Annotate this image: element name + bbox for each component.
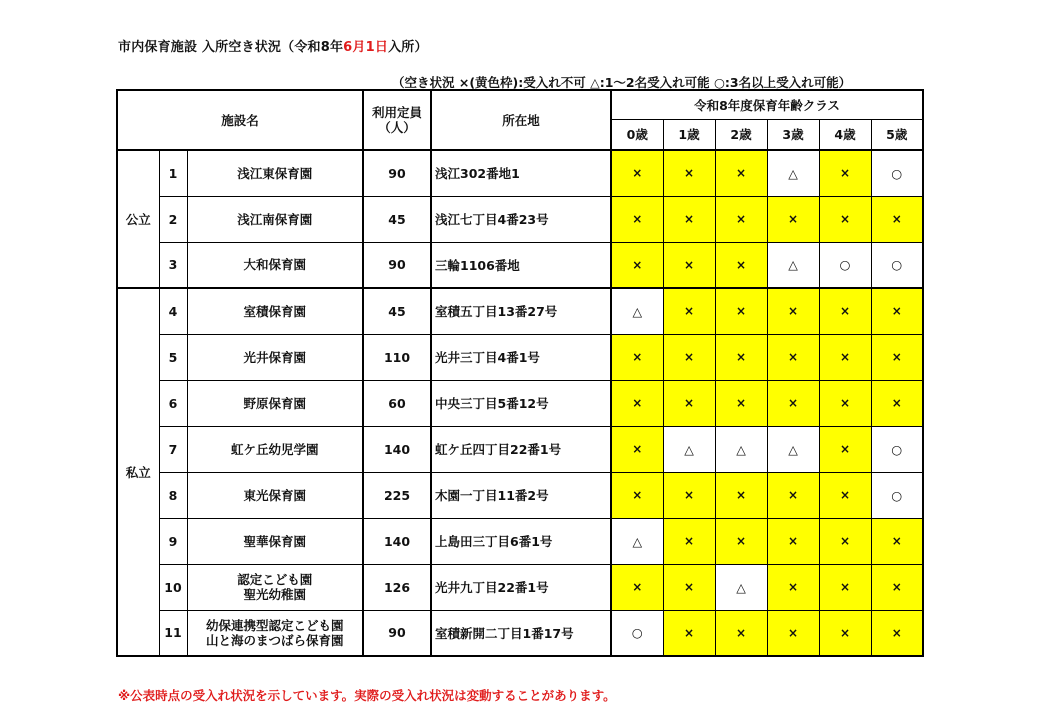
availability-cell: ○	[871, 426, 923, 472]
row-number: 8	[159, 472, 187, 518]
availability-cell: ×	[819, 150, 871, 196]
row-number: 1	[159, 150, 187, 196]
availability-cell: ○	[819, 242, 871, 288]
title-suffix: 入所）	[388, 40, 428, 55]
facility-name	[187, 196, 363, 242]
table-row	[117, 610, 923, 656]
address-value: 上島田三丁目6番1号	[431, 518, 611, 564]
facility-name	[187, 334, 363, 380]
availability-cell: ×	[715, 518, 767, 564]
availability-cell: ×	[715, 472, 767, 518]
row-number: 11	[159, 610, 187, 656]
availability-cell: ×	[871, 334, 923, 380]
availability-cell: ×	[611, 472, 663, 518]
availability-cell: ×	[819, 564, 871, 610]
capacity-value: 140	[363, 426, 431, 472]
availability-cell: ×	[871, 288, 923, 334]
availability-cell: ×	[871, 564, 923, 610]
address-value: 光井九丁目22番1号	[431, 564, 611, 610]
availability-cell: ×	[715, 150, 767, 196]
header-age-4: 4歳	[819, 119, 871, 150]
facility-name-line1: 東光保育園	[243, 487, 306, 503]
availability-cell: ×	[767, 472, 819, 518]
facility-name-line1: 幼保連携型認定こども園	[205, 617, 344, 633]
availability-cell: ×	[611, 426, 663, 472]
availability-cell: ×	[611, 564, 663, 610]
availability-cell: ×	[819, 426, 871, 472]
availability-cell: ×	[611, 380, 663, 426]
header-capacity	[363, 90, 431, 150]
header-address: 所在地	[431, 90, 611, 150]
availability-cell: ×	[819, 288, 871, 334]
facility-name-line1: 室積保育園	[243, 303, 306, 319]
capacity-value: 110	[363, 334, 431, 380]
status-legend: （空き状況 ×(黄色枠):受入れ不可 △:1～2名受入れ可能 ○:3名以上受入れ可能）	[392, 75, 852, 90]
availability-cell: ×	[663, 380, 715, 426]
availability-cell: ×	[663, 196, 715, 242]
availability-cell: ×	[819, 472, 871, 518]
disclaimer-note: ※公表時点の受入れ状況を示しています。実際の受入れ状況は変動することがあります。	[118, 688, 616, 703]
availability-cell: ×	[871, 196, 923, 242]
availability-cell: ×	[715, 242, 767, 288]
availability-cell: ×	[819, 334, 871, 380]
availability-cell: ×	[663, 334, 715, 380]
capacity-value: 90	[363, 610, 431, 656]
capacity-value: 90	[363, 150, 431, 196]
availability-cell: ×	[663, 564, 715, 610]
availability-cell: ×	[611, 196, 663, 242]
facility-name	[187, 380, 363, 426]
address-value: 光井三丁目4番1号	[431, 334, 611, 380]
facility-name-line1: 認定こども園	[237, 572, 313, 587]
availability-cell: ○	[611, 610, 663, 656]
capacity-value: 126	[363, 564, 431, 610]
facility-name-line1: 野原保育園	[243, 395, 306, 411]
row-number: 7	[159, 426, 187, 472]
group-label: 私立	[117, 288, 159, 656]
availability-cell: △	[767, 150, 819, 196]
capacity-value: 225	[363, 472, 431, 518]
availability-cell: ×	[819, 610, 871, 656]
availability-cell: ×	[715, 334, 767, 380]
availability-cell: △	[715, 426, 767, 472]
row-number: 6	[159, 380, 187, 426]
facility-name-line2: 山と海のまつばら保育園	[205, 632, 344, 648]
capacity-value: 45	[363, 288, 431, 334]
facility-name-line1: 大和保育園	[243, 257, 306, 273]
row-number: 3	[159, 242, 187, 288]
header-age-0: 0歳	[611, 119, 663, 150]
table-row	[117, 150, 923, 196]
availability-cell: ×	[663, 242, 715, 288]
row-number: 4	[159, 288, 187, 334]
title-date-highlight: 6月1日	[343, 40, 389, 55]
facility-name	[187, 150, 363, 196]
availability-cell: ×	[767, 564, 819, 610]
table-row	[117, 426, 923, 472]
header-age-3: 3歳	[767, 119, 819, 150]
availability-cell: ×	[715, 610, 767, 656]
table-row	[117, 564, 923, 610]
address-value: 浅江七丁目4番23号	[431, 196, 611, 242]
row-number: 2	[159, 196, 187, 242]
address-value: 三輪1106番地	[431, 242, 611, 288]
availability-cell: △	[611, 288, 663, 334]
availability-cell: ×	[871, 518, 923, 564]
availability-cell: ×	[767, 380, 819, 426]
availability-cell: ×	[871, 380, 923, 426]
table-row	[117, 380, 923, 426]
facility-name	[187, 610, 363, 656]
facility-name	[187, 472, 363, 518]
header-capacity-label: 利用定員	[371, 105, 422, 120]
availability-cell: ×	[715, 288, 767, 334]
table-row	[117, 242, 923, 288]
address-value: 室積新開二丁目1番17号	[431, 610, 611, 656]
facility-name-line1: 光井保育園	[243, 349, 306, 365]
facility-name-line1: 虹ケ丘幼児学園	[230, 441, 319, 457]
availability-cell: ×	[663, 472, 715, 518]
capacity-value: 140	[363, 518, 431, 564]
address-value: 室積五丁目13番27号	[431, 288, 611, 334]
title-prefix: 市内保育施設 入所空き状況（令和8年	[118, 40, 344, 55]
facility-name	[187, 564, 363, 610]
facility-name-line1: 浅江南保育園	[237, 211, 313, 227]
facility-name	[187, 242, 363, 288]
page-title	[118, 36, 428, 55]
availability-cell: ×	[663, 150, 715, 196]
row-number: 9	[159, 518, 187, 564]
availability-cell: ×	[767, 610, 819, 656]
facility-name-line2: 聖光幼稚園	[243, 587, 306, 602]
header-age-group: 令和8年度保育年齢クラス	[611, 90, 923, 119]
availability-cell: ×	[663, 288, 715, 334]
availability-cell: ×	[767, 334, 819, 380]
availability-cell: ×	[767, 288, 819, 334]
availability-cell: ×	[663, 610, 715, 656]
header-age-5: 5歳	[871, 119, 923, 150]
table-row	[117, 334, 923, 380]
address-value: 木園一丁目11番2号	[431, 472, 611, 518]
availability-cell: ×	[611, 242, 663, 288]
availability-cell: ×	[819, 518, 871, 564]
availability-cell: △	[767, 242, 819, 288]
availability-cell: ×	[819, 380, 871, 426]
facility-name	[187, 518, 363, 564]
availability-cell: ×	[715, 380, 767, 426]
availability-cell: △	[611, 518, 663, 564]
availability-cell: ×	[819, 196, 871, 242]
facility-name	[187, 426, 363, 472]
address-value: 浅江302番地1	[431, 150, 611, 196]
availability-cell: ○	[871, 150, 923, 196]
availability-cell: ×	[767, 196, 819, 242]
availability-cell: △	[663, 426, 715, 472]
facility-name	[187, 288, 363, 334]
group-label: 公立	[117, 150, 159, 288]
table-row	[117, 196, 923, 242]
availability-cell: △	[715, 564, 767, 610]
facility-name-line1: 浅江東保育園	[237, 165, 313, 181]
capacity-value: 90	[363, 242, 431, 288]
header-age-1: 1歳	[663, 119, 715, 150]
availability-cell: ×	[611, 150, 663, 196]
availability-cell: ○	[871, 472, 923, 518]
table-row	[117, 288, 923, 334]
row-number: 10	[159, 564, 187, 610]
header-age-2: 2歳	[715, 119, 767, 150]
capacity-value: 60	[363, 380, 431, 426]
table-row	[117, 518, 923, 564]
availability-cell: ×	[611, 334, 663, 380]
address-value: 虹ケ丘四丁目22番1号	[431, 426, 611, 472]
availability-cell: ×	[663, 518, 715, 564]
table-row	[117, 472, 923, 518]
availability-cell: ×	[871, 610, 923, 656]
availability-cell: ○	[871, 242, 923, 288]
facility-name-line1: 聖華保育園	[243, 533, 306, 549]
address-value: 中央三丁目5番12号	[431, 380, 611, 426]
header-facility-name: 施設名	[117, 90, 363, 150]
availability-cell: ×	[715, 196, 767, 242]
row-number: 5	[159, 334, 187, 380]
availability-cell: △	[767, 426, 819, 472]
header-capacity-unit: （人）	[378, 120, 416, 135]
availability-cell: ×	[767, 518, 819, 564]
capacity-value: 45	[363, 196, 431, 242]
availability-table	[116, 89, 924, 657]
